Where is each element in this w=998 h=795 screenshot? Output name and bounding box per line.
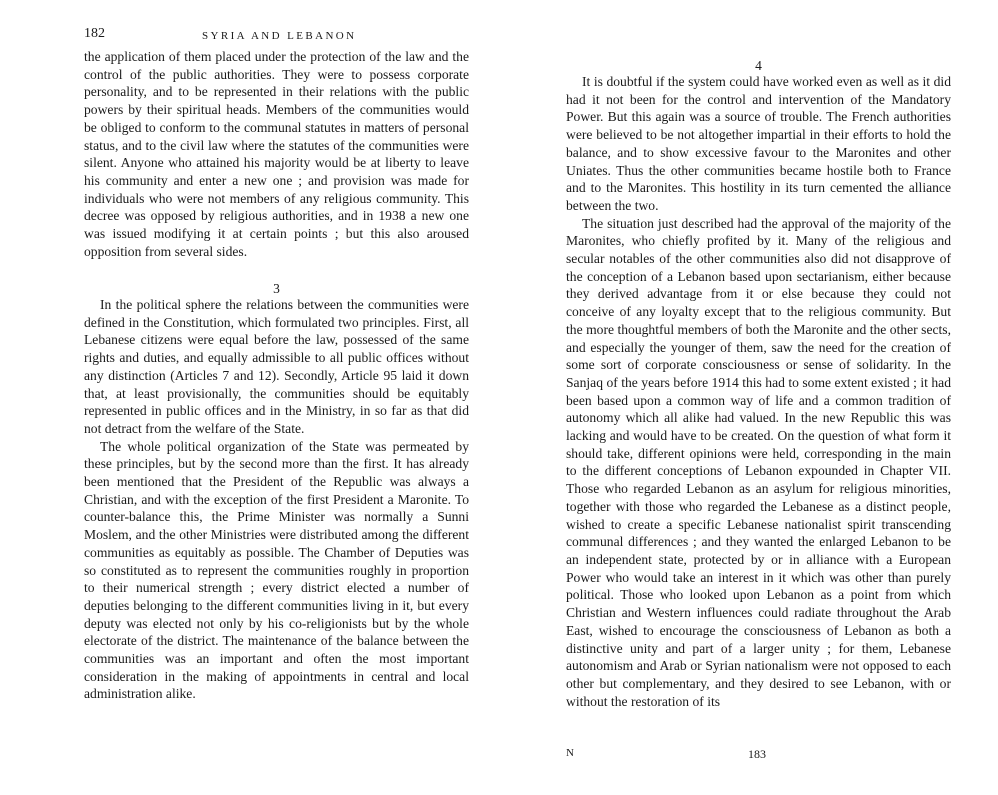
paragraph: It is doubtful if the system could have worked even as well as it did had it not been for the control and intervention of the Mandatory Power. But this again was a source of trouble. The French authorities were believed to be not altogether impartial in their efforts to hold the balance, and to show excessive favour to the Maronites and other Uniates. Thus the other communities became hostile both to France and to the Maronites. This hostility in its turn cemented the alliance between the two. xyxy=(566,74,951,213)
left-page-number: 182 xyxy=(84,26,105,41)
paragraph: In the political sphere the relations between the communities were defined in the Constitution, which formulated two principles. First, all Lebanese citizens were equal before the law, possessed of the same rights and duties, and equally admissible to all public offices without any distinction (Articles 7 and 12). Secondly, Article 95 laid it down that, at least provisionally, the communities should be equitably represented in public offices and in the Ministry, in so far as that did not detract from the welfare of the State. xyxy=(84,297,469,436)
left-text-block-2 xyxy=(84,296,469,703)
signature-mark: N xyxy=(566,747,574,759)
paragraph: The whole political organization of the State was permeated by these principles, but by the second more than the first. It has already been mentioned that the President of the Republic was always a Christian, and with the exception of the first President a Maronite. To counter-balance this, the Prime Minister was normally a Sunni Moslem, and the other Ministries were distributed among the different communities as equitably as possible. The Chamber of Deputies was so constituted as to represent the communities roughly in proportion to their numerical strength ; every district elected a number of deputies belonging to the different communities living in it, but every deputy was elected not only by his co-religionists but by the whole electorate of the district. The maintenance of the balance between the communities was an important and often the most important consideration in the making of appointments in central and local administration alike. xyxy=(84,438,469,702)
section-number-3: 3 xyxy=(273,281,280,296)
paragraph: The situation just described had the approval of the majority of the Maronites, who chiefly profited by it. Many of the religious and secular notables of the other communities also did not disapprove of the conception of a Lebanon based upon sectarianism, either because they derived advantage from it or else because they could not conceive of any loyalty except that to the religious community. But the more thoughtful members of both the Maronite and the other sects, and especially the younger of them, saw the need for the creation of some sort of corporate consciousness or sense of solidarity. In the Sanjaq of the years before 1914 this had to some extent existed ; it had been based upon a common way of life and a common tradition of autonomy which all alike had valued. In the new Republic this was lacking and would have to be created. On the question of what form it should take, different opinions were held, corresponding in the main to the different conceptions of Lebanon expounded in Chapter VII. Those who regarded Lebanon as an asylum for religious minorities, together with those who regarded the Lebanese as a distinct people, wished to create a specific Lebanese nationalist spirit transcending communal differences ; and they wanted the enlarged Lebanon to be an independent state, protected by or in alliance with a European Power who would take an interest in it which was other than purely political. Those who looked upon Lebanon as a point from which Christian and Western influences could radiate throughout the Arab East, wished to encourage the consciousness of Lebanon as both a distinctive unity and part of a larger unity ; for them, Lebanese autonomism and Arab or Syrian nationalism were not opposed to each other but complementary, and they desired to see Lebanon, with or without the restoration of its xyxy=(566,215,951,709)
running-head-title: SYRIA AND LEBANON xyxy=(202,30,357,42)
section-number-4: 4 xyxy=(755,58,762,73)
right-page-number: 183 xyxy=(748,747,766,761)
right-text-block xyxy=(566,73,951,710)
paragraph: the application of them placed under the protection of the law and the control of the public authorities. They were to possess corporate personality, and to be represented in their relations with the public powers by their spiritual heads. Members of the communities would be obliged to conform to the communal statutes in matters of personal status, and to the civil law where the statutes of the communities were silent. Anyone who attained his majority would be at liberty to leave his community and enter a new one ; and provision was made for individuals who were not members of any religious community. This decree was opposed by religious authorities, and in 1938 a new one was issued modifying it at certain points ; but this also aroused opposition from several sides. xyxy=(84,49,469,259)
left-text-block-1 xyxy=(84,48,469,260)
